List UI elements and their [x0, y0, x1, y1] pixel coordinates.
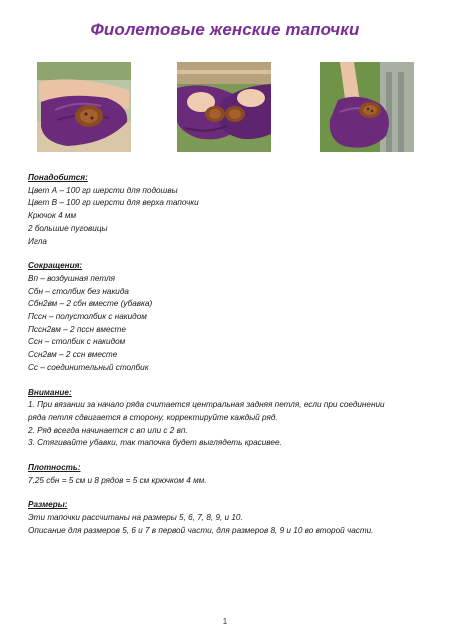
abbreviation-item: Ссн – столбик с накидом	[28, 337, 126, 347]
materials-item: Цвет В – 100 гр шерсти для верха тапочки	[28, 198, 199, 208]
abbreviation-item: Сбн2вм – 2 сбн вместе (убавка)	[28, 299, 153, 309]
slipper-photo-3	[320, 62, 414, 152]
sizes-heading: Размеры:	[28, 500, 68, 510]
abbreviation-item: Сбн – столбик без накида	[28, 286, 129, 296]
attention-item: 2. Ряд всегда начинается с вп или с 2 вп.	[28, 425, 188, 435]
attention-heading: Внимание:	[28, 387, 72, 397]
materials-item: 2 большие пуговицы	[28, 223, 108, 233]
page-title: Фиолетовые женские тапочки	[90, 20, 360, 39]
materials-item: Игла	[28, 236, 47, 246]
slipper-photo-1	[37, 62, 131, 152]
sizes-item: Эти тапочки рассчитаны на размеры 5, 6, 7, 8, 9, и 10.	[28, 513, 243, 523]
abbreviation-item: Пссн – полустолбик с накидом	[28, 312, 147, 322]
sizes-item: Описание для размеров 5, 6 и 7 в первой части, для размеров 8, 9 и 10 во второй части.	[28, 525, 374, 535]
attention-item: 1. При вязании за начало ряда считается центральная задняя петля, если при соединении ряда петля сдвигается в сторону, корректируйте каждый ряд.	[28, 400, 385, 422]
slipper-photo-2	[177, 62, 271, 152]
abbreviation-item: Вп – воздушная петля	[28, 273, 115, 283]
materials-item: Крючок 4 мм	[28, 211, 77, 221]
gauge-text: 7,25 сбн = 5 см и 8 рядов = 5 см крючком 4 мм.	[28, 475, 207, 485]
attention-item: 3. Стягивайте убавки, так тапочка будет выглядеть красивее.	[28, 438, 282, 448]
gauge-heading: Плотность:	[28, 463, 81, 473]
materials-item: Цвет А – 100 гр шерсти для подошвы	[28, 185, 178, 195]
abbreviation-item: Пссн2вм – 2 пссн вместе	[28, 324, 126, 334]
materials-heading: Понадобится:	[28, 173, 88, 182]
abbreviation-item: Сс – соединительный столбик	[28, 362, 149, 372]
abbreviations-heading: Сокращения:	[28, 261, 83, 271]
abbreviation-item: Ссн2вм – 2 ссн вместе	[28, 350, 118, 360]
pattern-content	[28, 172, 428, 538]
page-number: 1	[222, 617, 228, 626]
